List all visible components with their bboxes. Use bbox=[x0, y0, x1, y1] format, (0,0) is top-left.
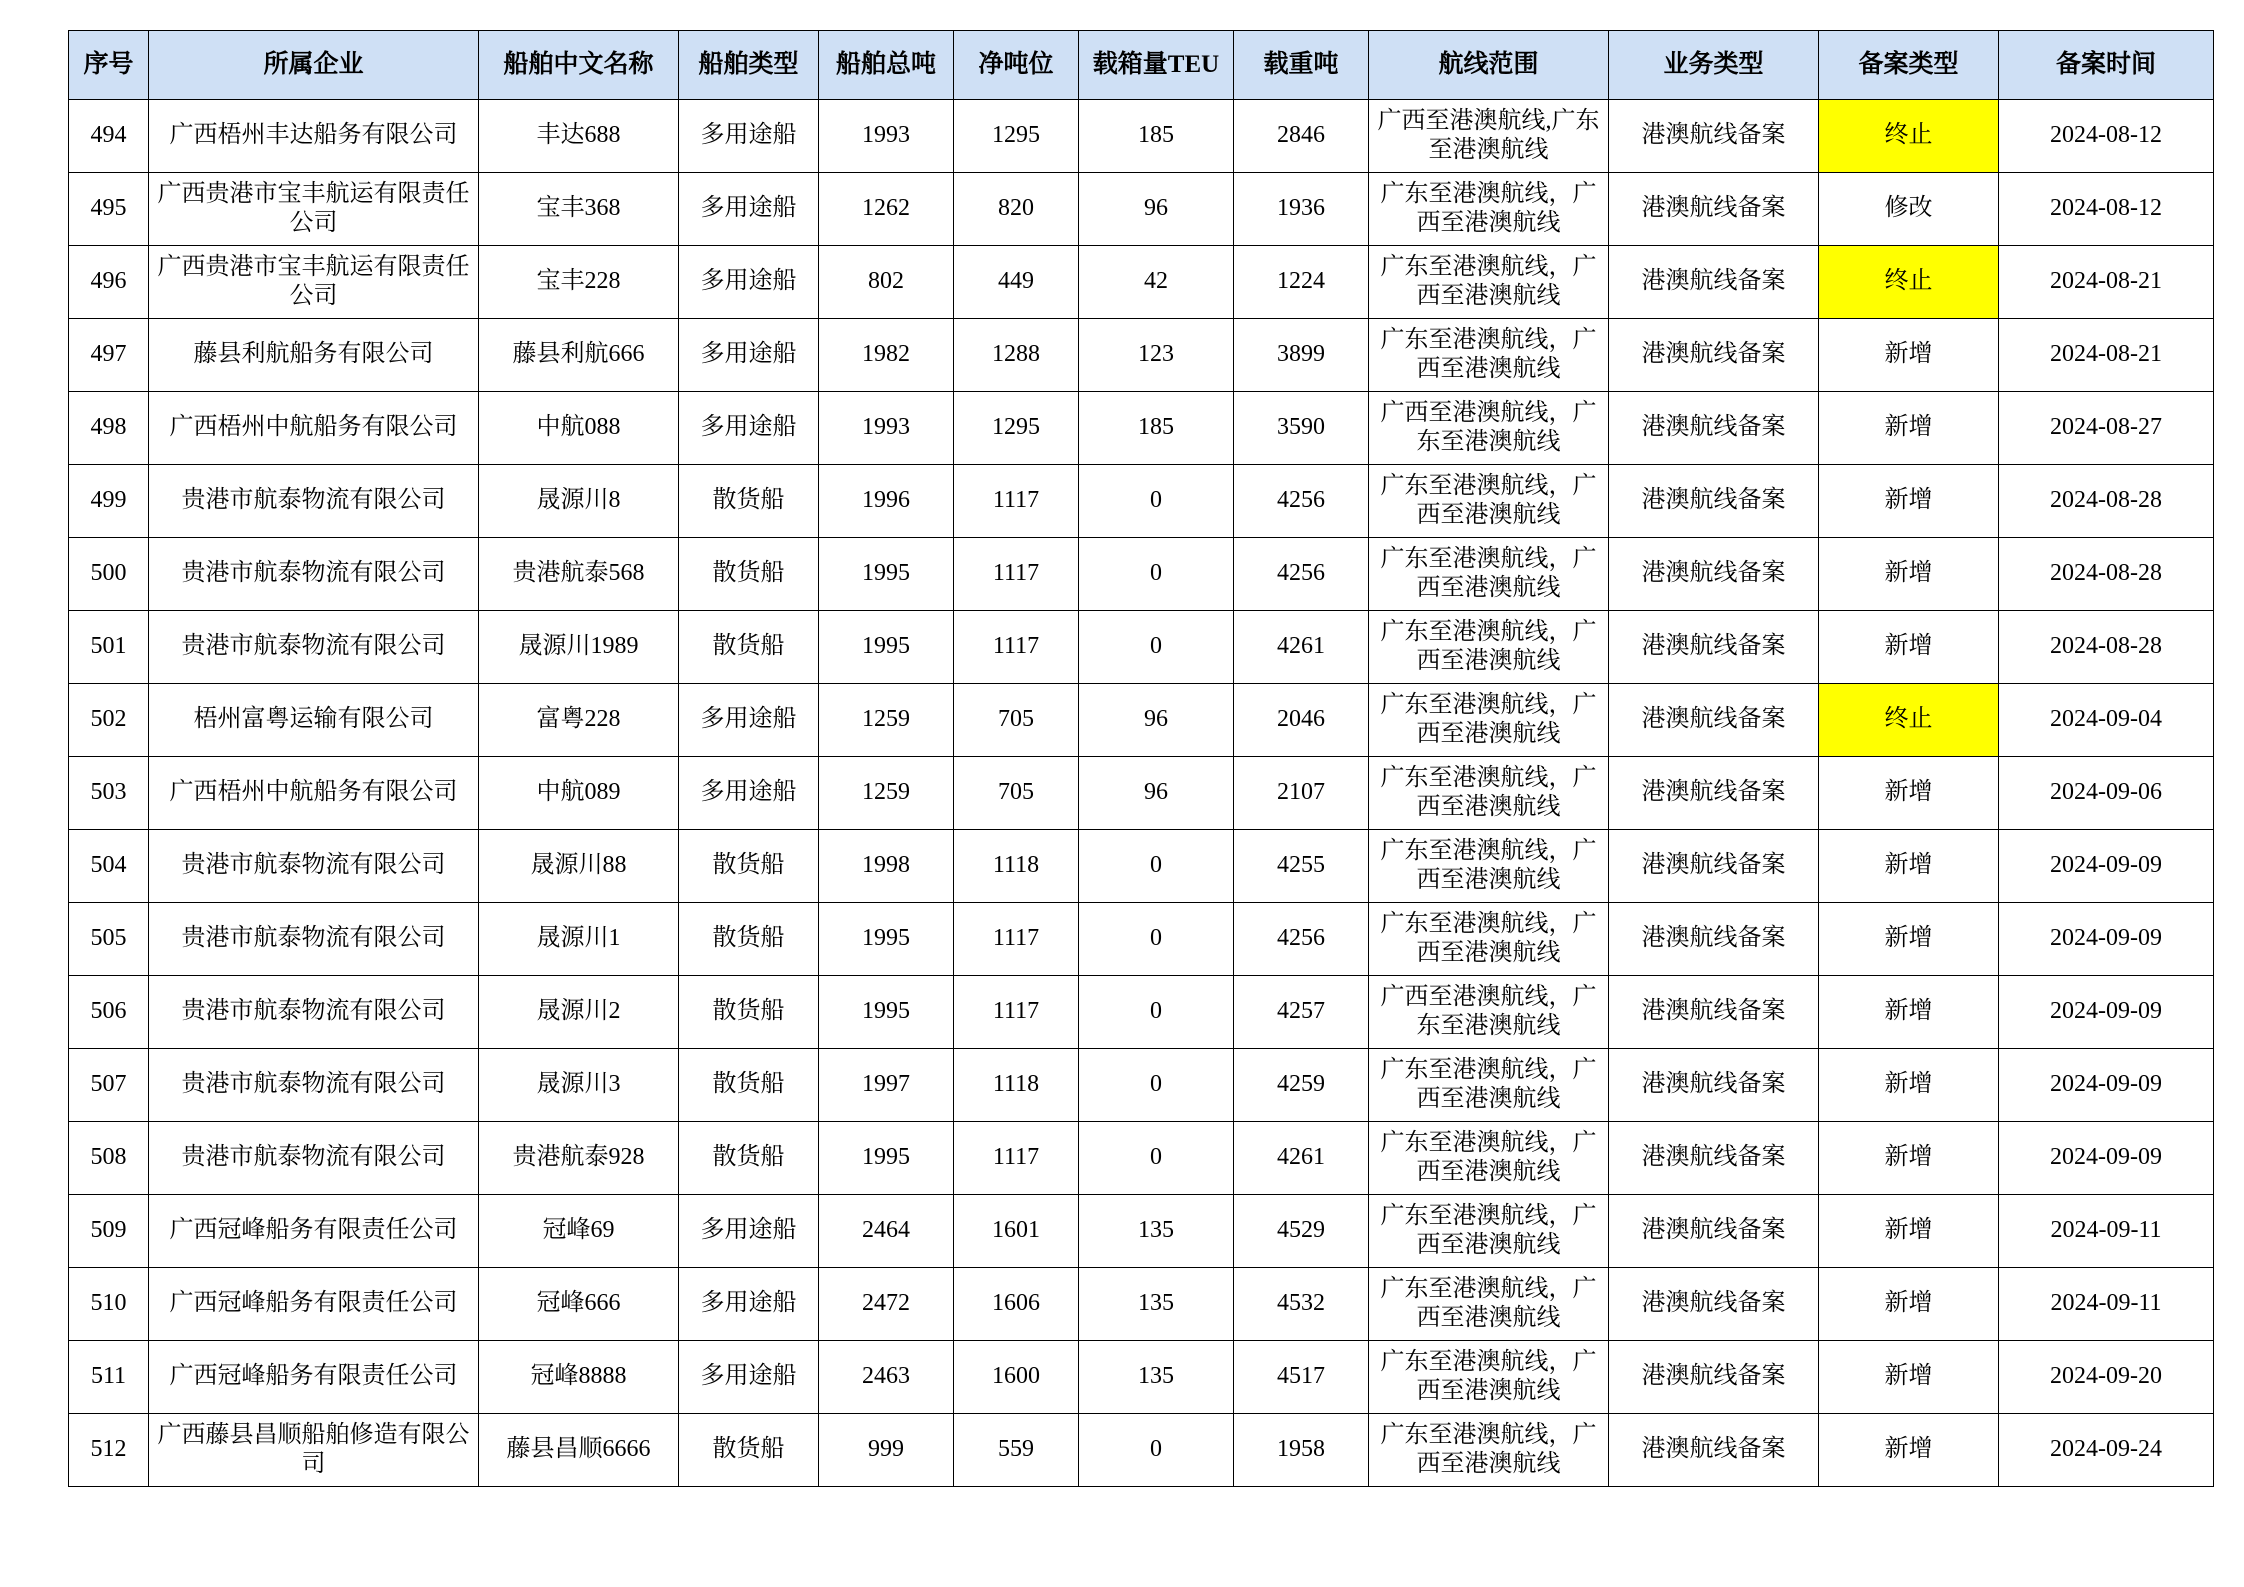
ship-filing-table bbox=[68, 30, 2214, 1487]
cell-deadweight: 4256 bbox=[1234, 903, 1369, 976]
cell-company: 藤县利航船务有限公司 bbox=[149, 319, 479, 392]
column-header-seq: 序号 bbox=[69, 31, 149, 100]
table-row bbox=[69, 246, 2214, 319]
cell-deadweight: 3899 bbox=[1234, 319, 1369, 392]
cell-deadweight: 2846 bbox=[1234, 100, 1369, 173]
cell-business-type: 港澳航线备案 bbox=[1609, 465, 1819, 538]
cell-business-type: 港澳航线备案 bbox=[1609, 903, 1819, 976]
cell-ship-type: 散货船 bbox=[679, 1049, 819, 1122]
cell-filing-type: 新增 bbox=[1819, 903, 1999, 976]
cell-route: 广东至港澳航线，广西至港澳航线 bbox=[1369, 1268, 1609, 1341]
cell-ship-name: 丰达688 bbox=[479, 100, 679, 173]
cell-gross-tonnage: 1993 bbox=[819, 392, 954, 465]
cell-deadweight: 4259 bbox=[1234, 1049, 1369, 1122]
cell-route: 广东至港澳航线，广西至港澳航线 bbox=[1369, 465, 1609, 538]
cell-business-type: 港澳航线备案 bbox=[1609, 1341, 1819, 1414]
cell-company: 广西藤县昌顺船舶修造有限公司 bbox=[149, 1414, 479, 1487]
cell-teu: 96 bbox=[1079, 173, 1234, 246]
cell-seq: 510 bbox=[69, 1268, 149, 1341]
cell-filing-type: 新增 bbox=[1819, 319, 1999, 392]
cell-filing-type: 新增 bbox=[1819, 1049, 1999, 1122]
cell-teu: 0 bbox=[1079, 903, 1234, 976]
table-row bbox=[69, 684, 2214, 757]
table-header-row bbox=[69, 31, 2214, 100]
cell-filing-date: 2024-09-09 bbox=[1999, 976, 2214, 1049]
table-row bbox=[69, 538, 2214, 611]
cell-route: 广东至港澳航线，广西至港澳航线 bbox=[1369, 611, 1609, 684]
cell-route: 广东至港澳航线，广西至港澳航线 bbox=[1369, 246, 1609, 319]
cell-company: 广西贵港市宝丰航运有限责任公司 bbox=[149, 246, 479, 319]
table-row bbox=[69, 1341, 2214, 1414]
cell-ship-type: 散货船 bbox=[679, 1122, 819, 1195]
cell-ship-name: 宝丰368 bbox=[479, 173, 679, 246]
cell-ship-name: 晟源川2 bbox=[479, 976, 679, 1049]
cell-ship-type: 多用途船 bbox=[679, 100, 819, 173]
cell-ship-name: 贵港航泰568 bbox=[479, 538, 679, 611]
cell-ship-type: 散货船 bbox=[679, 465, 819, 538]
cell-seq: 502 bbox=[69, 684, 149, 757]
cell-net-tonnage: 820 bbox=[954, 173, 1079, 246]
cell-gross-tonnage: 2472 bbox=[819, 1268, 954, 1341]
cell-net-tonnage: 1118 bbox=[954, 830, 1079, 903]
cell-filing-type: 终止 bbox=[1819, 100, 1999, 173]
cell-ship-type: 多用途船 bbox=[679, 1195, 819, 1268]
cell-seq: 498 bbox=[69, 392, 149, 465]
cell-ship-type: 多用途船 bbox=[679, 246, 819, 319]
table-row bbox=[69, 173, 2214, 246]
cell-seq: 512 bbox=[69, 1414, 149, 1487]
cell-ship-type: 多用途船 bbox=[679, 757, 819, 830]
cell-ship-name: 富粤228 bbox=[479, 684, 679, 757]
cell-filing-type: 新增 bbox=[1819, 830, 1999, 903]
cell-ship-type: 多用途船 bbox=[679, 1268, 819, 1341]
table-row bbox=[69, 611, 2214, 684]
cell-ship-name: 晟源川1989 bbox=[479, 611, 679, 684]
cell-deadweight: 2107 bbox=[1234, 757, 1369, 830]
cell-teu: 185 bbox=[1079, 392, 1234, 465]
table-row bbox=[69, 976, 2214, 1049]
cell-net-tonnage: 705 bbox=[954, 757, 1079, 830]
cell-business-type: 港澳航线备案 bbox=[1609, 173, 1819, 246]
cell-ship-name: 晟源川3 bbox=[479, 1049, 679, 1122]
cell-company: 贵港市航泰物流有限公司 bbox=[149, 538, 479, 611]
cell-gross-tonnage: 1995 bbox=[819, 611, 954, 684]
cell-filing-type: 新增 bbox=[1819, 1414, 1999, 1487]
cell-ship-type: 多用途船 bbox=[679, 319, 819, 392]
table-row bbox=[69, 100, 2214, 173]
table-row bbox=[69, 465, 2214, 538]
cell-route: 广东至港澳航线，广西至港澳航线 bbox=[1369, 1049, 1609, 1122]
cell-filing-type: 新增 bbox=[1819, 1195, 1999, 1268]
cell-gross-tonnage: 1997 bbox=[819, 1049, 954, 1122]
cell-filing-type: 新增 bbox=[1819, 976, 1999, 1049]
cell-gross-tonnage: 1259 bbox=[819, 684, 954, 757]
cell-route: 广东至港澳航线，广西至港澳航线 bbox=[1369, 1195, 1609, 1268]
cell-company: 贵港市航泰物流有限公司 bbox=[149, 830, 479, 903]
cell-filing-type: 新增 bbox=[1819, 392, 1999, 465]
table-body bbox=[69, 100, 2214, 1487]
table-row bbox=[69, 830, 2214, 903]
cell-filing-type: 修改 bbox=[1819, 173, 1999, 246]
cell-ship-type: 散货船 bbox=[679, 903, 819, 976]
cell-net-tonnage: 1118 bbox=[954, 1049, 1079, 1122]
cell-route: 广东至港澳航线，广西至港澳航线 bbox=[1369, 903, 1609, 976]
column-header-business-type: 业务类型 bbox=[1609, 31, 1819, 100]
cell-filing-date: 2024-09-11 bbox=[1999, 1195, 2214, 1268]
cell-filing-date: 2024-09-09 bbox=[1999, 903, 2214, 976]
cell-filing-date: 2024-08-21 bbox=[1999, 246, 2214, 319]
cell-filing-date: 2024-08-21 bbox=[1999, 319, 2214, 392]
cell-net-tonnage: 1295 bbox=[954, 392, 1079, 465]
cell-seq: 504 bbox=[69, 830, 149, 903]
cell-ship-name: 冠峰69 bbox=[479, 1195, 679, 1268]
cell-business-type: 港澳航线备案 bbox=[1609, 757, 1819, 830]
cell-filing-type: 新增 bbox=[1819, 757, 1999, 830]
cell-net-tonnage: 1288 bbox=[954, 319, 1079, 392]
cell-route: 广东至港澳航线，广西至港澳航线 bbox=[1369, 1341, 1609, 1414]
cell-deadweight: 1958 bbox=[1234, 1414, 1369, 1487]
cell-deadweight: 1224 bbox=[1234, 246, 1369, 319]
cell-deadweight: 2046 bbox=[1234, 684, 1369, 757]
cell-route: 广东至港澳航线，广西至港澳航线 bbox=[1369, 1122, 1609, 1195]
cell-company: 广西贵港市宝丰航运有限责任公司 bbox=[149, 173, 479, 246]
cell-net-tonnage: 1601 bbox=[954, 1195, 1079, 1268]
cell-seq: 496 bbox=[69, 246, 149, 319]
cell-business-type: 港澳航线备案 bbox=[1609, 1122, 1819, 1195]
cell-teu: 0 bbox=[1079, 976, 1234, 1049]
cell-seq: 511 bbox=[69, 1341, 149, 1414]
cell-business-type: 港澳航线备案 bbox=[1609, 1414, 1819, 1487]
column-header-company: 所属企业 bbox=[149, 31, 479, 100]
cell-business-type: 港澳航线备案 bbox=[1609, 319, 1819, 392]
cell-company: 广西梧州丰达船务有限公司 bbox=[149, 100, 479, 173]
table-row bbox=[69, 1122, 2214, 1195]
cell-net-tonnage: 1117 bbox=[954, 976, 1079, 1049]
cell-ship-name: 贵港航泰928 bbox=[479, 1122, 679, 1195]
table-row bbox=[69, 757, 2214, 830]
cell-route: 广东至港澳航线，广西至港澳航线 bbox=[1369, 538, 1609, 611]
cell-seq: 507 bbox=[69, 1049, 149, 1122]
cell-seq: 497 bbox=[69, 319, 149, 392]
cell-ship-type: 散货船 bbox=[679, 830, 819, 903]
cell-ship-name: 藤县昌顺6666 bbox=[479, 1414, 679, 1487]
cell-gross-tonnage: 1262 bbox=[819, 173, 954, 246]
cell-filing-type: 新增 bbox=[1819, 1122, 1999, 1195]
cell-company: 广西冠峰船务有限责任公司 bbox=[149, 1341, 479, 1414]
column-header-net-tonnage: 净吨位 bbox=[954, 31, 1079, 100]
cell-teu: 0 bbox=[1079, 465, 1234, 538]
cell-route: 广东至港澳航线，广西至港澳航线 bbox=[1369, 757, 1609, 830]
column-header-gross-tonnage: 船舶总吨 bbox=[819, 31, 954, 100]
cell-net-tonnage: 1117 bbox=[954, 611, 1079, 684]
cell-business-type: 港澳航线备案 bbox=[1609, 538, 1819, 611]
cell-net-tonnage: 705 bbox=[954, 684, 1079, 757]
cell-filing-type: 新增 bbox=[1819, 538, 1999, 611]
cell-ship-type: 散货船 bbox=[679, 976, 819, 1049]
cell-gross-tonnage: 2463 bbox=[819, 1341, 954, 1414]
column-header-route: 航线范围 bbox=[1369, 31, 1609, 100]
cell-filing-type: 新增 bbox=[1819, 611, 1999, 684]
cell-filing-type: 新增 bbox=[1819, 1268, 1999, 1341]
cell-ship-name: 中航088 bbox=[479, 392, 679, 465]
table-row bbox=[69, 1049, 2214, 1122]
cell-ship-type: 多用途船 bbox=[679, 684, 819, 757]
cell-filing-type: 终止 bbox=[1819, 246, 1999, 319]
cell-ship-name: 中航089 bbox=[479, 757, 679, 830]
cell-company: 贵港市航泰物流有限公司 bbox=[149, 1049, 479, 1122]
cell-seq: 501 bbox=[69, 611, 149, 684]
cell-teu: 185 bbox=[1079, 100, 1234, 173]
cell-business-type: 港澳航线备案 bbox=[1609, 1195, 1819, 1268]
cell-net-tonnage: 1295 bbox=[954, 100, 1079, 173]
cell-ship-name: 晟源川8 bbox=[479, 465, 679, 538]
cell-gross-tonnage: 1998 bbox=[819, 830, 954, 903]
cell-gross-tonnage: 1259 bbox=[819, 757, 954, 830]
cell-gross-tonnage: 802 bbox=[819, 246, 954, 319]
cell-company: 贵港市航泰物流有限公司 bbox=[149, 1122, 479, 1195]
cell-filing-date: 2024-09-09 bbox=[1999, 830, 2214, 903]
cell-seq: 499 bbox=[69, 465, 149, 538]
cell-filing-date: 2024-08-12 bbox=[1999, 173, 2214, 246]
cell-filing-date: 2024-09-09 bbox=[1999, 1049, 2214, 1122]
cell-net-tonnage: 1117 bbox=[954, 465, 1079, 538]
column-header-filing-type: 备案类型 bbox=[1819, 31, 1999, 100]
cell-business-type: 港澳航线备案 bbox=[1609, 1049, 1819, 1122]
cell-deadweight: 4256 bbox=[1234, 465, 1369, 538]
cell-teu: 135 bbox=[1079, 1341, 1234, 1414]
cell-ship-name: 冠峰8888 bbox=[479, 1341, 679, 1414]
cell-ship-type: 散货船 bbox=[679, 1414, 819, 1487]
table-row bbox=[69, 1195, 2214, 1268]
cell-route: 广东至港澳航线，广西至港澳航线 bbox=[1369, 1414, 1609, 1487]
column-header-teu: 载箱量TEU bbox=[1079, 31, 1234, 100]
cell-seq: 495 bbox=[69, 173, 149, 246]
cell-teu: 96 bbox=[1079, 684, 1234, 757]
cell-gross-tonnage: 1995 bbox=[819, 1122, 954, 1195]
cell-net-tonnage: 449 bbox=[954, 246, 1079, 319]
cell-gross-tonnage: 1995 bbox=[819, 976, 954, 1049]
cell-filing-date: 2024-08-28 bbox=[1999, 465, 2214, 538]
cell-gross-tonnage: 999 bbox=[819, 1414, 954, 1487]
column-header-filing-date: 备案时间 bbox=[1999, 31, 2214, 100]
cell-gross-tonnage: 1995 bbox=[819, 903, 954, 976]
cell-ship-name: 晟源川88 bbox=[479, 830, 679, 903]
cell-teu: 0 bbox=[1079, 1049, 1234, 1122]
cell-net-tonnage: 1606 bbox=[954, 1268, 1079, 1341]
cell-deadweight: 4256 bbox=[1234, 538, 1369, 611]
cell-gross-tonnage: 1995 bbox=[819, 538, 954, 611]
cell-filing-date: 2024-09-20 bbox=[1999, 1341, 2214, 1414]
cell-ship-type: 多用途船 bbox=[679, 173, 819, 246]
cell-seq: 508 bbox=[69, 1122, 149, 1195]
table-row bbox=[69, 1414, 2214, 1487]
cell-ship-name: 宝丰228 bbox=[479, 246, 679, 319]
cell-filing-date: 2024-09-24 bbox=[1999, 1414, 2214, 1487]
cell-ship-type: 多用途船 bbox=[679, 1341, 819, 1414]
cell-filing-date: 2024-09-04 bbox=[1999, 684, 2214, 757]
cell-filing-type: 新增 bbox=[1819, 1341, 1999, 1414]
cell-route: 广东至港澳航线，广西至港澳航线 bbox=[1369, 319, 1609, 392]
table-row bbox=[69, 392, 2214, 465]
cell-seq: 503 bbox=[69, 757, 149, 830]
cell-business-type: 港澳航线备案 bbox=[1609, 1268, 1819, 1341]
cell-deadweight: 4517 bbox=[1234, 1341, 1369, 1414]
cell-ship-name: 晟源川1 bbox=[479, 903, 679, 976]
cell-filing-date: 2024-09-09 bbox=[1999, 1122, 2214, 1195]
cell-deadweight: 4255 bbox=[1234, 830, 1369, 903]
cell-company: 广西梧州中航船务有限公司 bbox=[149, 757, 479, 830]
cell-teu: 0 bbox=[1079, 611, 1234, 684]
cell-deadweight: 1936 bbox=[1234, 173, 1369, 246]
cell-company: 广西冠峰船务有限责任公司 bbox=[149, 1195, 479, 1268]
cell-gross-tonnage: 2464 bbox=[819, 1195, 954, 1268]
cell-company: 贵港市航泰物流有限公司 bbox=[149, 611, 479, 684]
cell-deadweight: 3590 bbox=[1234, 392, 1369, 465]
cell-seq: 500 bbox=[69, 538, 149, 611]
cell-ship-name: 藤县利航666 bbox=[479, 319, 679, 392]
cell-filing-type: 终止 bbox=[1819, 684, 1999, 757]
cell-deadweight: 4257 bbox=[1234, 976, 1369, 1049]
cell-deadweight: 4532 bbox=[1234, 1268, 1369, 1341]
cell-deadweight: 4261 bbox=[1234, 1122, 1369, 1195]
cell-filing-type: 新增 bbox=[1819, 465, 1999, 538]
cell-deadweight: 4261 bbox=[1234, 611, 1369, 684]
cell-teu: 0 bbox=[1079, 1122, 1234, 1195]
cell-route: 广东至港澳航线，广西至港澳航线 bbox=[1369, 173, 1609, 246]
cell-business-type: 港澳航线备案 bbox=[1609, 976, 1819, 1049]
table-row bbox=[69, 1268, 2214, 1341]
cell-business-type: 港澳航线备案 bbox=[1609, 246, 1819, 319]
cell-business-type: 港澳航线备案 bbox=[1609, 392, 1819, 465]
cell-teu: 42 bbox=[1079, 246, 1234, 319]
cell-route: 广东至港澳航线，广西至港澳航线 bbox=[1369, 830, 1609, 903]
cell-company: 广西梧州中航船务有限公司 bbox=[149, 392, 479, 465]
cell-business-type: 港澳航线备案 bbox=[1609, 100, 1819, 173]
cell-ship-name: 冠峰666 bbox=[479, 1268, 679, 1341]
cell-route: 广西至港澳航线，广东至港澳航线 bbox=[1369, 392, 1609, 465]
cell-route: 广西至港澳航线,广东至港澳航线 bbox=[1369, 100, 1609, 173]
cell-teu: 0 bbox=[1079, 538, 1234, 611]
cell-gross-tonnage: 1996 bbox=[819, 465, 954, 538]
cell-company: 梧州富粤运输有限公司 bbox=[149, 684, 479, 757]
cell-gross-tonnage: 1982 bbox=[819, 319, 954, 392]
cell-seq: 509 bbox=[69, 1195, 149, 1268]
cell-seq: 506 bbox=[69, 976, 149, 1049]
cell-ship-type: 散货船 bbox=[679, 538, 819, 611]
cell-company: 广西冠峰船务有限责任公司 bbox=[149, 1268, 479, 1341]
cell-seq: 494 bbox=[69, 100, 149, 173]
cell-net-tonnage: 1600 bbox=[954, 1341, 1079, 1414]
cell-net-tonnage: 1117 bbox=[954, 1122, 1079, 1195]
cell-company: 贵港市航泰物流有限公司 bbox=[149, 976, 479, 1049]
column-header-ship-name: 船舶中文名称 bbox=[479, 31, 679, 100]
cell-net-tonnage: 1117 bbox=[954, 538, 1079, 611]
table-header bbox=[69, 31, 2214, 100]
cell-company: 贵港市航泰物流有限公司 bbox=[149, 465, 479, 538]
cell-route: 广东至港澳航线，广西至港澳航线 bbox=[1369, 684, 1609, 757]
cell-seq: 505 bbox=[69, 903, 149, 976]
cell-net-tonnage: 1117 bbox=[954, 903, 1079, 976]
cell-net-tonnage: 559 bbox=[954, 1414, 1079, 1487]
cell-filing-date: 2024-08-28 bbox=[1999, 611, 2214, 684]
cell-filing-date: 2024-08-12 bbox=[1999, 100, 2214, 173]
cell-teu: 123 bbox=[1079, 319, 1234, 392]
column-header-deadweight: 载重吨 bbox=[1234, 31, 1369, 100]
table-row bbox=[69, 319, 2214, 392]
cell-teu: 0 bbox=[1079, 1414, 1234, 1487]
cell-teu: 96 bbox=[1079, 757, 1234, 830]
cell-company: 贵港市航泰物流有限公司 bbox=[149, 903, 479, 976]
cell-ship-type: 散货船 bbox=[679, 611, 819, 684]
column-header-ship-type: 船舶类型 bbox=[679, 31, 819, 100]
cell-business-type: 港澳航线备案 bbox=[1609, 611, 1819, 684]
cell-teu: 135 bbox=[1079, 1195, 1234, 1268]
cell-business-type: 港澳航线备案 bbox=[1609, 830, 1819, 903]
cell-deadweight: 4529 bbox=[1234, 1195, 1369, 1268]
cell-teu: 135 bbox=[1079, 1268, 1234, 1341]
cell-filing-date: 2024-09-06 bbox=[1999, 757, 2214, 830]
cell-business-type: 港澳航线备案 bbox=[1609, 684, 1819, 757]
cell-filing-date: 2024-08-27 bbox=[1999, 392, 2214, 465]
cell-filing-date: 2024-09-11 bbox=[1999, 1268, 2214, 1341]
cell-filing-date: 2024-08-28 bbox=[1999, 538, 2214, 611]
cell-ship-type: 多用途船 bbox=[679, 392, 819, 465]
cell-gross-tonnage: 1993 bbox=[819, 100, 954, 173]
table-row bbox=[69, 903, 2214, 976]
cell-route: 广西至港澳航线，广东至港澳航线 bbox=[1369, 976, 1609, 1049]
cell-teu: 0 bbox=[1079, 830, 1234, 903]
